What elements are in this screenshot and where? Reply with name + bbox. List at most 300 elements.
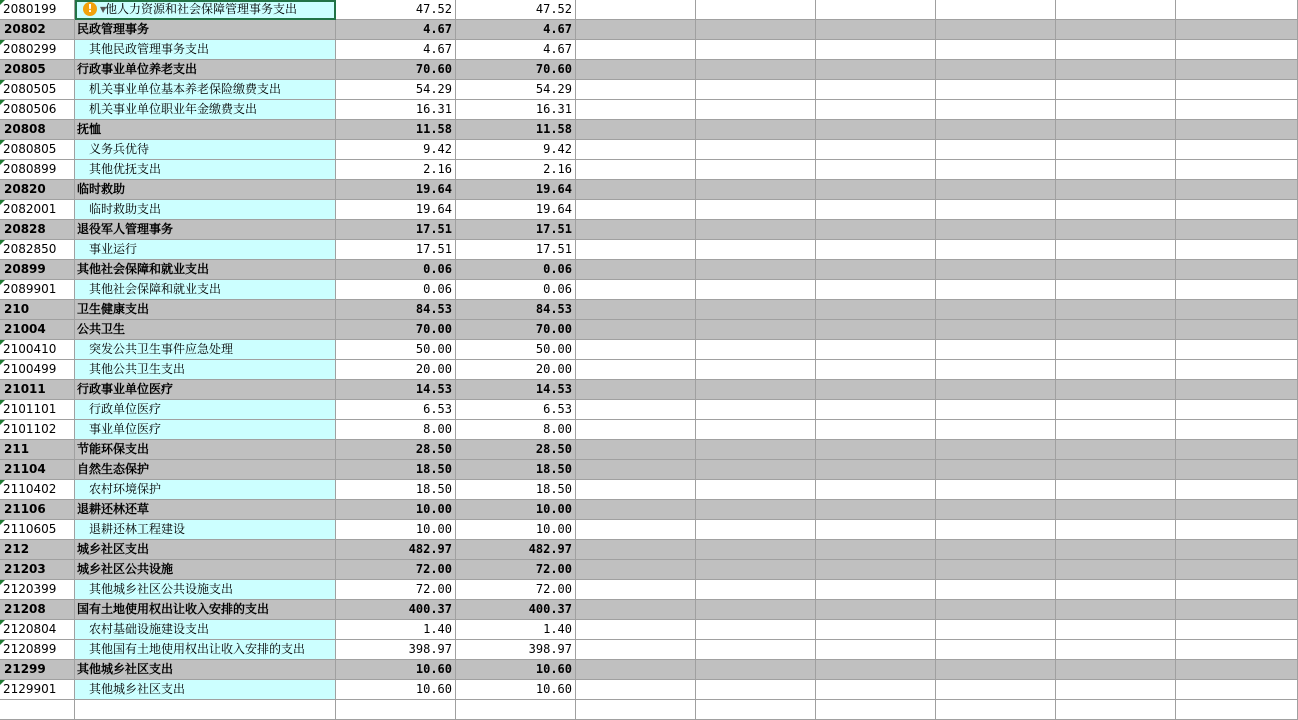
amount-cell[interactable]: 2.16	[336, 160, 456, 180]
item-name-cell[interactable]: 城乡社区支出	[75, 540, 336, 560]
empty-cell[interactable]	[696, 320, 816, 340]
item-name-cell[interactable]: 机关事业单位职业年金缴费支出	[75, 100, 336, 120]
amount-cell[interactable]: 398.97	[336, 640, 456, 660]
empty-cell[interactable]	[1056, 180, 1176, 200]
empty-cell[interactable]	[1056, 440, 1176, 460]
amount-cell[interactable]: 1.40	[336, 620, 456, 640]
empty-cell[interactable]	[936, 640, 1056, 660]
empty-cell[interactable]	[936, 500, 1056, 520]
empty-cell[interactable]	[936, 440, 1056, 460]
amount-cell[interactable]: 72.00	[456, 560, 576, 580]
empty-cell[interactable]	[696, 540, 816, 560]
empty-cell[interactable]	[936, 380, 1056, 400]
amount-cell[interactable]: 17.51	[336, 240, 456, 260]
empty-cell[interactable]	[576, 120, 696, 140]
code-cell[interactable]: 2080899	[0, 160, 75, 180]
amount-cell[interactable]: 20.00	[336, 360, 456, 380]
amount-cell[interactable]: 8.00	[456, 420, 576, 440]
item-name-cell[interactable]: 公共卫生	[75, 320, 336, 340]
empty-cell[interactable]	[576, 240, 696, 260]
empty-cell[interactable]	[696, 620, 816, 640]
item-name-cell[interactable]: 其他社会保障和就业支出	[75, 280, 336, 300]
amount-cell[interactable]: 20.00	[456, 360, 576, 380]
empty-cell[interactable]	[1176, 200, 1298, 220]
code-cell[interactable]: 21004	[0, 320, 75, 340]
amount-cell[interactable]: 0.06	[336, 260, 456, 280]
empty-cell[interactable]	[576, 20, 696, 40]
empty-cell[interactable]	[1056, 700, 1176, 720]
empty-cell[interactable]	[696, 360, 816, 380]
code-cell[interactable]: 21106	[0, 500, 75, 520]
empty-cell[interactable]	[1056, 360, 1176, 380]
amount-cell[interactable]: 9.42	[336, 140, 456, 160]
empty-cell[interactable]	[1056, 500, 1176, 520]
code-cell[interactable]: 2101101	[0, 400, 75, 420]
empty-cell[interactable]	[936, 160, 1056, 180]
empty-cell[interactable]	[576, 140, 696, 160]
empty-cell[interactable]	[576, 280, 696, 300]
empty-cell[interactable]	[1056, 140, 1176, 160]
empty-cell[interactable]	[696, 80, 816, 100]
item-name-cell[interactable]: 农村环境保护	[75, 480, 336, 500]
empty-cell[interactable]	[696, 500, 816, 520]
code-cell[interactable]: 20828	[0, 220, 75, 240]
code-cell[interactable]: 20820	[0, 180, 75, 200]
empty-cell[interactable]	[576, 500, 696, 520]
empty-cell[interactable]	[1056, 300, 1176, 320]
empty-cell[interactable]	[816, 420, 936, 440]
empty-cell[interactable]	[696, 420, 816, 440]
amount-cell[interactable]: 19.64	[456, 200, 576, 220]
empty-cell[interactable]	[576, 340, 696, 360]
code-cell[interactable]: 2101102	[0, 420, 75, 440]
amount-cell[interactable]: 4.67	[456, 20, 576, 40]
amount-cell[interactable]: 19.64	[336, 200, 456, 220]
amount-cell[interactable]: 482.97	[336, 540, 456, 560]
exclamation-circle-icon[interactable]: !	[83, 2, 97, 16]
empty-cell[interactable]	[816, 140, 936, 160]
amount-cell[interactable]: 11.58	[456, 120, 576, 140]
code-cell[interactable]: 2080505	[0, 80, 75, 100]
empty-cell[interactable]	[816, 80, 936, 100]
empty-cell[interactable]	[576, 480, 696, 500]
empty-cell[interactable]	[816, 180, 936, 200]
amount-cell[interactable]: 4.67	[336, 40, 456, 60]
empty-cell[interactable]	[696, 400, 816, 420]
amount-cell[interactable]: 18.50	[336, 460, 456, 480]
item-name-cell[interactable]: 退耕还林还草	[75, 500, 336, 520]
code-cell[interactable]: 20805	[0, 60, 75, 80]
item-name-cell[interactable]: 国有土地使用权出让收入安排的支出	[75, 600, 336, 620]
empty-cell[interactable]	[696, 480, 816, 500]
amount-cell[interactable]: 10.60	[456, 680, 576, 700]
empty-cell[interactable]	[696, 100, 816, 120]
empty-cell[interactable]	[1056, 400, 1176, 420]
amount-cell[interactable]: 19.64	[456, 180, 576, 200]
item-name-cell[interactable]: 事业运行	[75, 240, 336, 260]
code-cell[interactable]: 2080199	[0, 0, 75, 20]
empty-cell[interactable]	[696, 560, 816, 580]
code-cell[interactable]: 2082001	[0, 200, 75, 220]
empty-cell[interactable]	[1056, 600, 1176, 620]
code-cell[interactable]: 20899	[0, 260, 75, 280]
code-cell[interactable]: 211	[0, 440, 75, 460]
code-cell[interactable]: 2120804	[0, 620, 75, 640]
empty-cell[interactable]	[816, 680, 936, 700]
empty-cell[interactable]	[696, 180, 816, 200]
empty-cell[interactable]	[1176, 40, 1298, 60]
empty-cell[interactable]	[696, 520, 816, 540]
empty-cell[interactable]	[936, 580, 1056, 600]
empty-cell[interactable]	[696, 340, 816, 360]
empty-cell[interactable]	[1056, 240, 1176, 260]
amount-cell[interactable]: 28.50	[456, 440, 576, 460]
item-name-cell[interactable]: 临时救助支出	[75, 200, 336, 220]
empty-cell[interactable]	[696, 140, 816, 160]
code-cell[interactable]: 2080506	[0, 100, 75, 120]
amount-cell[interactable]: 18.50	[456, 460, 576, 480]
code-cell[interactable]: 2110402	[0, 480, 75, 500]
empty-cell[interactable]	[1176, 420, 1298, 440]
empty-cell[interactable]	[936, 140, 1056, 160]
amount-cell[interactable]: 8.00	[336, 420, 456, 440]
empty-cell[interactable]	[576, 360, 696, 380]
empty-cell[interactable]	[1056, 340, 1176, 360]
item-name-cell[interactable]: 退役军人管理事务	[75, 220, 336, 240]
empty-cell[interactable]	[1176, 500, 1298, 520]
item-name-cell[interactable]: 突发公共卫生事件应急处理	[75, 340, 336, 360]
empty-cell[interactable]	[1056, 120, 1176, 140]
empty-cell[interactable]	[576, 380, 696, 400]
empty-cell[interactable]	[576, 660, 696, 680]
empty-cell[interactable]	[1176, 580, 1298, 600]
empty-cell[interactable]	[1176, 180, 1298, 200]
amount-cell[interactable]: 14.53	[456, 380, 576, 400]
amount-cell[interactable]: 72.00	[336, 580, 456, 600]
empty-cell[interactable]	[816, 340, 936, 360]
empty-cell[interactable]	[696, 260, 816, 280]
dropdown-caret-icon[interactable]: ▼	[100, 5, 107, 14]
item-name-cell[interactable]: 其他社会保障和就业支出	[75, 260, 336, 280]
empty-cell[interactable]	[816, 220, 936, 240]
empty-cell[interactable]	[936, 480, 1056, 500]
empty-cell[interactable]	[816, 520, 936, 540]
item-name-cell[interactable]: 行政事业单位医疗	[75, 380, 336, 400]
amount-cell[interactable]: 10.60	[336, 660, 456, 680]
amount-cell[interactable]: 14.53	[336, 380, 456, 400]
empty-cell[interactable]	[1056, 220, 1176, 240]
empty-cell[interactable]	[936, 260, 1056, 280]
empty-cell[interactable]	[1176, 240, 1298, 260]
empty-cell[interactable]	[1176, 620, 1298, 640]
empty-cell[interactable]	[576, 540, 696, 560]
empty-cell[interactable]	[1176, 120, 1298, 140]
empty-cell[interactable]	[1176, 340, 1298, 360]
empty-cell[interactable]	[936, 120, 1056, 140]
code-cell[interactable]: 212	[0, 540, 75, 560]
item-name-cell[interactable]: 卫生健康支出	[75, 300, 336, 320]
empty-cell[interactable]	[576, 420, 696, 440]
empty-cell[interactable]	[936, 620, 1056, 640]
empty-cell[interactable]	[816, 580, 936, 600]
empty-cell[interactable]	[1176, 60, 1298, 80]
empty-cell[interactable]	[696, 60, 816, 80]
amount-cell[interactable]: 70.00	[336, 320, 456, 340]
amount-cell[interactable]: 47.52	[456, 0, 576, 20]
empty-cell[interactable]	[576, 620, 696, 640]
empty-cell[interactable]	[1176, 320, 1298, 340]
amount-cell[interactable]: 18.50	[336, 480, 456, 500]
empty-cell[interactable]	[816, 200, 936, 220]
empty-cell[interactable]	[576, 160, 696, 180]
empty-cell[interactable]	[696, 640, 816, 660]
empty-cell[interactable]	[696, 460, 816, 480]
empty-cell[interactable]	[1056, 520, 1176, 540]
empty-cell[interactable]	[936, 0, 1056, 20]
item-name-cell[interactable]: 事业单位医疗	[75, 420, 336, 440]
empty-cell[interactable]	[696, 580, 816, 600]
empty-cell[interactable]	[576, 640, 696, 660]
empty-cell[interactable]	[816, 500, 936, 520]
amount-cell[interactable]: 0.06	[336, 280, 456, 300]
empty-cell[interactable]	[576, 260, 696, 280]
empty-cell[interactable]	[936, 180, 1056, 200]
code-cell[interactable]: 2100499	[0, 360, 75, 380]
empty-cell[interactable]	[75, 700, 336, 720]
empty-cell[interactable]	[1176, 140, 1298, 160]
empty-cell[interactable]	[576, 560, 696, 580]
empty-cell[interactable]	[936, 200, 1056, 220]
empty-cell[interactable]	[576, 200, 696, 220]
empty-cell[interactable]	[936, 220, 1056, 240]
amount-cell[interactable]: 0.06	[456, 280, 576, 300]
amount-cell[interactable]: 17.51	[456, 220, 576, 240]
amount-cell[interactable]: 47.52	[336, 0, 456, 20]
item-name-cell[interactable]: 其他国有土地使用权出让收入安排的支出	[75, 640, 336, 660]
empty-cell[interactable]	[1056, 200, 1176, 220]
item-name-cell[interactable]: 机关事业单位基本养老保险缴费支出	[75, 80, 336, 100]
item-name-cell[interactable]: 节能环保支出	[75, 440, 336, 460]
empty-cell[interactable]	[576, 180, 696, 200]
amount-cell[interactable]: 0.06	[456, 260, 576, 280]
empty-cell[interactable]	[936, 80, 1056, 100]
empty-cell[interactable]	[576, 580, 696, 600]
amount-cell[interactable]: 9.42	[456, 140, 576, 160]
item-name-cell[interactable]: 行政单位医疗	[75, 400, 336, 420]
empty-cell[interactable]	[936, 600, 1056, 620]
empty-cell[interactable]	[936, 540, 1056, 560]
amount-cell[interactable]: 4.67	[456, 40, 576, 60]
empty-cell[interactable]	[1056, 620, 1176, 640]
empty-cell[interactable]	[1056, 680, 1176, 700]
amount-cell[interactable]: 10.00	[456, 520, 576, 540]
amount-cell[interactable]: 400.37	[336, 600, 456, 620]
empty-cell[interactable]	[696, 40, 816, 60]
empty-cell[interactable]	[1056, 380, 1176, 400]
empty-cell[interactable]	[1176, 20, 1298, 40]
amount-cell[interactable]: 10.60	[336, 680, 456, 700]
empty-cell[interactable]	[696, 220, 816, 240]
code-cell[interactable]: 210	[0, 300, 75, 320]
amount-cell[interactable]: 50.00	[456, 340, 576, 360]
empty-cell[interactable]	[936, 680, 1056, 700]
empty-cell[interactable]	[816, 0, 936, 20]
code-cell[interactable]: 2120899	[0, 640, 75, 660]
empty-cell[interactable]	[816, 40, 936, 60]
empty-cell[interactable]	[816, 480, 936, 500]
item-name-cell[interactable]: 其他优抚支出	[75, 160, 336, 180]
empty-cell[interactable]	[696, 280, 816, 300]
amount-cell[interactable]: 400.37	[456, 600, 576, 620]
empty-cell[interactable]	[1176, 220, 1298, 240]
empty-cell[interactable]	[696, 200, 816, 220]
empty-cell[interactable]	[1176, 300, 1298, 320]
empty-cell[interactable]	[576, 680, 696, 700]
empty-cell[interactable]	[816, 380, 936, 400]
empty-cell[interactable]	[1176, 540, 1298, 560]
empty-cell[interactable]	[1176, 380, 1298, 400]
empty-cell[interactable]	[1176, 0, 1298, 20]
empty-cell[interactable]	[1056, 460, 1176, 480]
empty-cell[interactable]	[336, 700, 456, 720]
empty-cell[interactable]	[816, 700, 936, 720]
empty-cell[interactable]	[936, 60, 1056, 80]
item-name-cell[interactable]: 其他城乡社区公共设施支出	[75, 580, 336, 600]
empty-cell[interactable]	[696, 700, 816, 720]
empty-cell[interactable]	[696, 20, 816, 40]
empty-cell[interactable]	[1056, 80, 1176, 100]
empty-cell[interactable]	[816, 160, 936, 180]
empty-cell[interactable]	[816, 120, 936, 140]
item-name-cell[interactable]: 其他民政管理事务支出	[75, 40, 336, 60]
code-cell[interactable]: 2080805	[0, 140, 75, 160]
empty-cell[interactable]	[696, 380, 816, 400]
empty-cell[interactable]	[696, 300, 816, 320]
amount-cell[interactable]: 16.31	[456, 100, 576, 120]
empty-cell[interactable]	[936, 360, 1056, 380]
amount-cell[interactable]: 72.00	[456, 580, 576, 600]
empty-cell[interactable]	[1176, 400, 1298, 420]
amount-cell[interactable]: 54.29	[336, 80, 456, 100]
empty-cell[interactable]	[576, 460, 696, 480]
empty-cell[interactable]	[816, 100, 936, 120]
code-cell[interactable]: 2080299	[0, 40, 75, 60]
empty-cell[interactable]	[1056, 160, 1176, 180]
empty-cell[interactable]	[576, 520, 696, 540]
code-cell[interactable]: 21208	[0, 600, 75, 620]
empty-cell[interactable]	[696, 660, 816, 680]
empty-cell[interactable]	[696, 600, 816, 620]
empty-cell[interactable]	[816, 440, 936, 460]
empty-cell[interactable]	[576, 80, 696, 100]
empty-cell[interactable]	[816, 320, 936, 340]
empty-cell[interactable]	[1056, 40, 1176, 60]
empty-cell[interactable]	[0, 700, 75, 720]
empty-cell[interactable]	[1176, 660, 1298, 680]
empty-cell[interactable]	[1176, 360, 1298, 380]
empty-cell[interactable]	[816, 660, 936, 680]
empty-cell[interactable]	[816, 620, 936, 640]
empty-cell[interactable]	[816, 600, 936, 620]
empty-cell[interactable]	[1176, 100, 1298, 120]
amount-cell[interactable]: 10.00	[456, 500, 576, 520]
code-cell[interactable]: 20808	[0, 120, 75, 140]
empty-cell[interactable]	[816, 60, 936, 80]
empty-cell[interactable]	[576, 440, 696, 460]
empty-cell[interactable]	[696, 440, 816, 460]
empty-cell[interactable]	[1176, 680, 1298, 700]
empty-cell[interactable]	[1176, 460, 1298, 480]
empty-cell[interactable]	[576, 40, 696, 60]
empty-cell[interactable]	[816, 360, 936, 380]
empty-cell[interactable]	[576, 600, 696, 620]
empty-cell[interactable]	[1176, 600, 1298, 620]
empty-cell[interactable]	[936, 100, 1056, 120]
empty-cell[interactable]	[816, 240, 936, 260]
empty-cell[interactable]	[1056, 480, 1176, 500]
empty-cell[interactable]	[1176, 520, 1298, 540]
empty-cell[interactable]	[456, 700, 576, 720]
amount-cell[interactable]: 10.60	[456, 660, 576, 680]
code-cell[interactable]: 21299	[0, 660, 75, 680]
empty-cell[interactable]	[1176, 640, 1298, 660]
empty-cell[interactable]	[696, 160, 816, 180]
empty-cell[interactable]	[1056, 100, 1176, 120]
item-name-cell[interactable]: 义务兵优待	[75, 140, 336, 160]
empty-cell[interactable]	[816, 20, 936, 40]
amount-cell[interactable]: 70.60	[456, 60, 576, 80]
amount-cell[interactable]: 6.53	[456, 400, 576, 420]
empty-cell[interactable]	[816, 400, 936, 420]
empty-cell[interactable]	[1176, 260, 1298, 280]
empty-cell[interactable]	[936, 320, 1056, 340]
item-name-cell[interactable]: 城乡社区公共设施	[75, 560, 336, 580]
empty-cell[interactable]	[936, 560, 1056, 580]
empty-cell[interactable]	[576, 0, 696, 20]
item-name-cell[interactable]: 退耕还林工程建设	[75, 520, 336, 540]
amount-cell[interactable]: 10.00	[336, 500, 456, 520]
amount-cell[interactable]: 17.51	[336, 220, 456, 240]
empty-cell[interactable]	[576, 400, 696, 420]
empty-cell[interactable]	[1056, 660, 1176, 680]
empty-cell[interactable]	[936, 460, 1056, 480]
empty-cell[interactable]	[816, 540, 936, 560]
amount-cell[interactable]: 1.40	[456, 620, 576, 640]
code-cell[interactable]: 2110605	[0, 520, 75, 540]
empty-cell[interactable]	[696, 680, 816, 700]
empty-cell[interactable]	[936, 420, 1056, 440]
code-cell[interactable]: 2120399	[0, 580, 75, 600]
empty-cell[interactable]	[936, 520, 1056, 540]
empty-cell[interactable]	[1056, 280, 1176, 300]
empty-cell[interactable]	[576, 700, 696, 720]
item-name-cell[interactable]: 临时救助	[75, 180, 336, 200]
empty-cell[interactable]	[936, 300, 1056, 320]
amount-cell[interactable]: 70.60	[336, 60, 456, 80]
empty-cell[interactable]	[816, 280, 936, 300]
empty-cell[interactable]	[1176, 480, 1298, 500]
amount-cell[interactable]: 10.00	[336, 520, 456, 540]
empty-cell[interactable]	[1056, 420, 1176, 440]
empty-cell[interactable]	[1056, 0, 1176, 20]
empty-cell[interactable]	[1176, 80, 1298, 100]
code-cell[interactable]: 21203	[0, 560, 75, 580]
empty-cell[interactable]	[936, 40, 1056, 60]
amount-cell[interactable]: 482.97	[456, 540, 576, 560]
empty-cell[interactable]	[816, 300, 936, 320]
empty-cell[interactable]	[1056, 540, 1176, 560]
empty-cell[interactable]	[1056, 20, 1176, 40]
